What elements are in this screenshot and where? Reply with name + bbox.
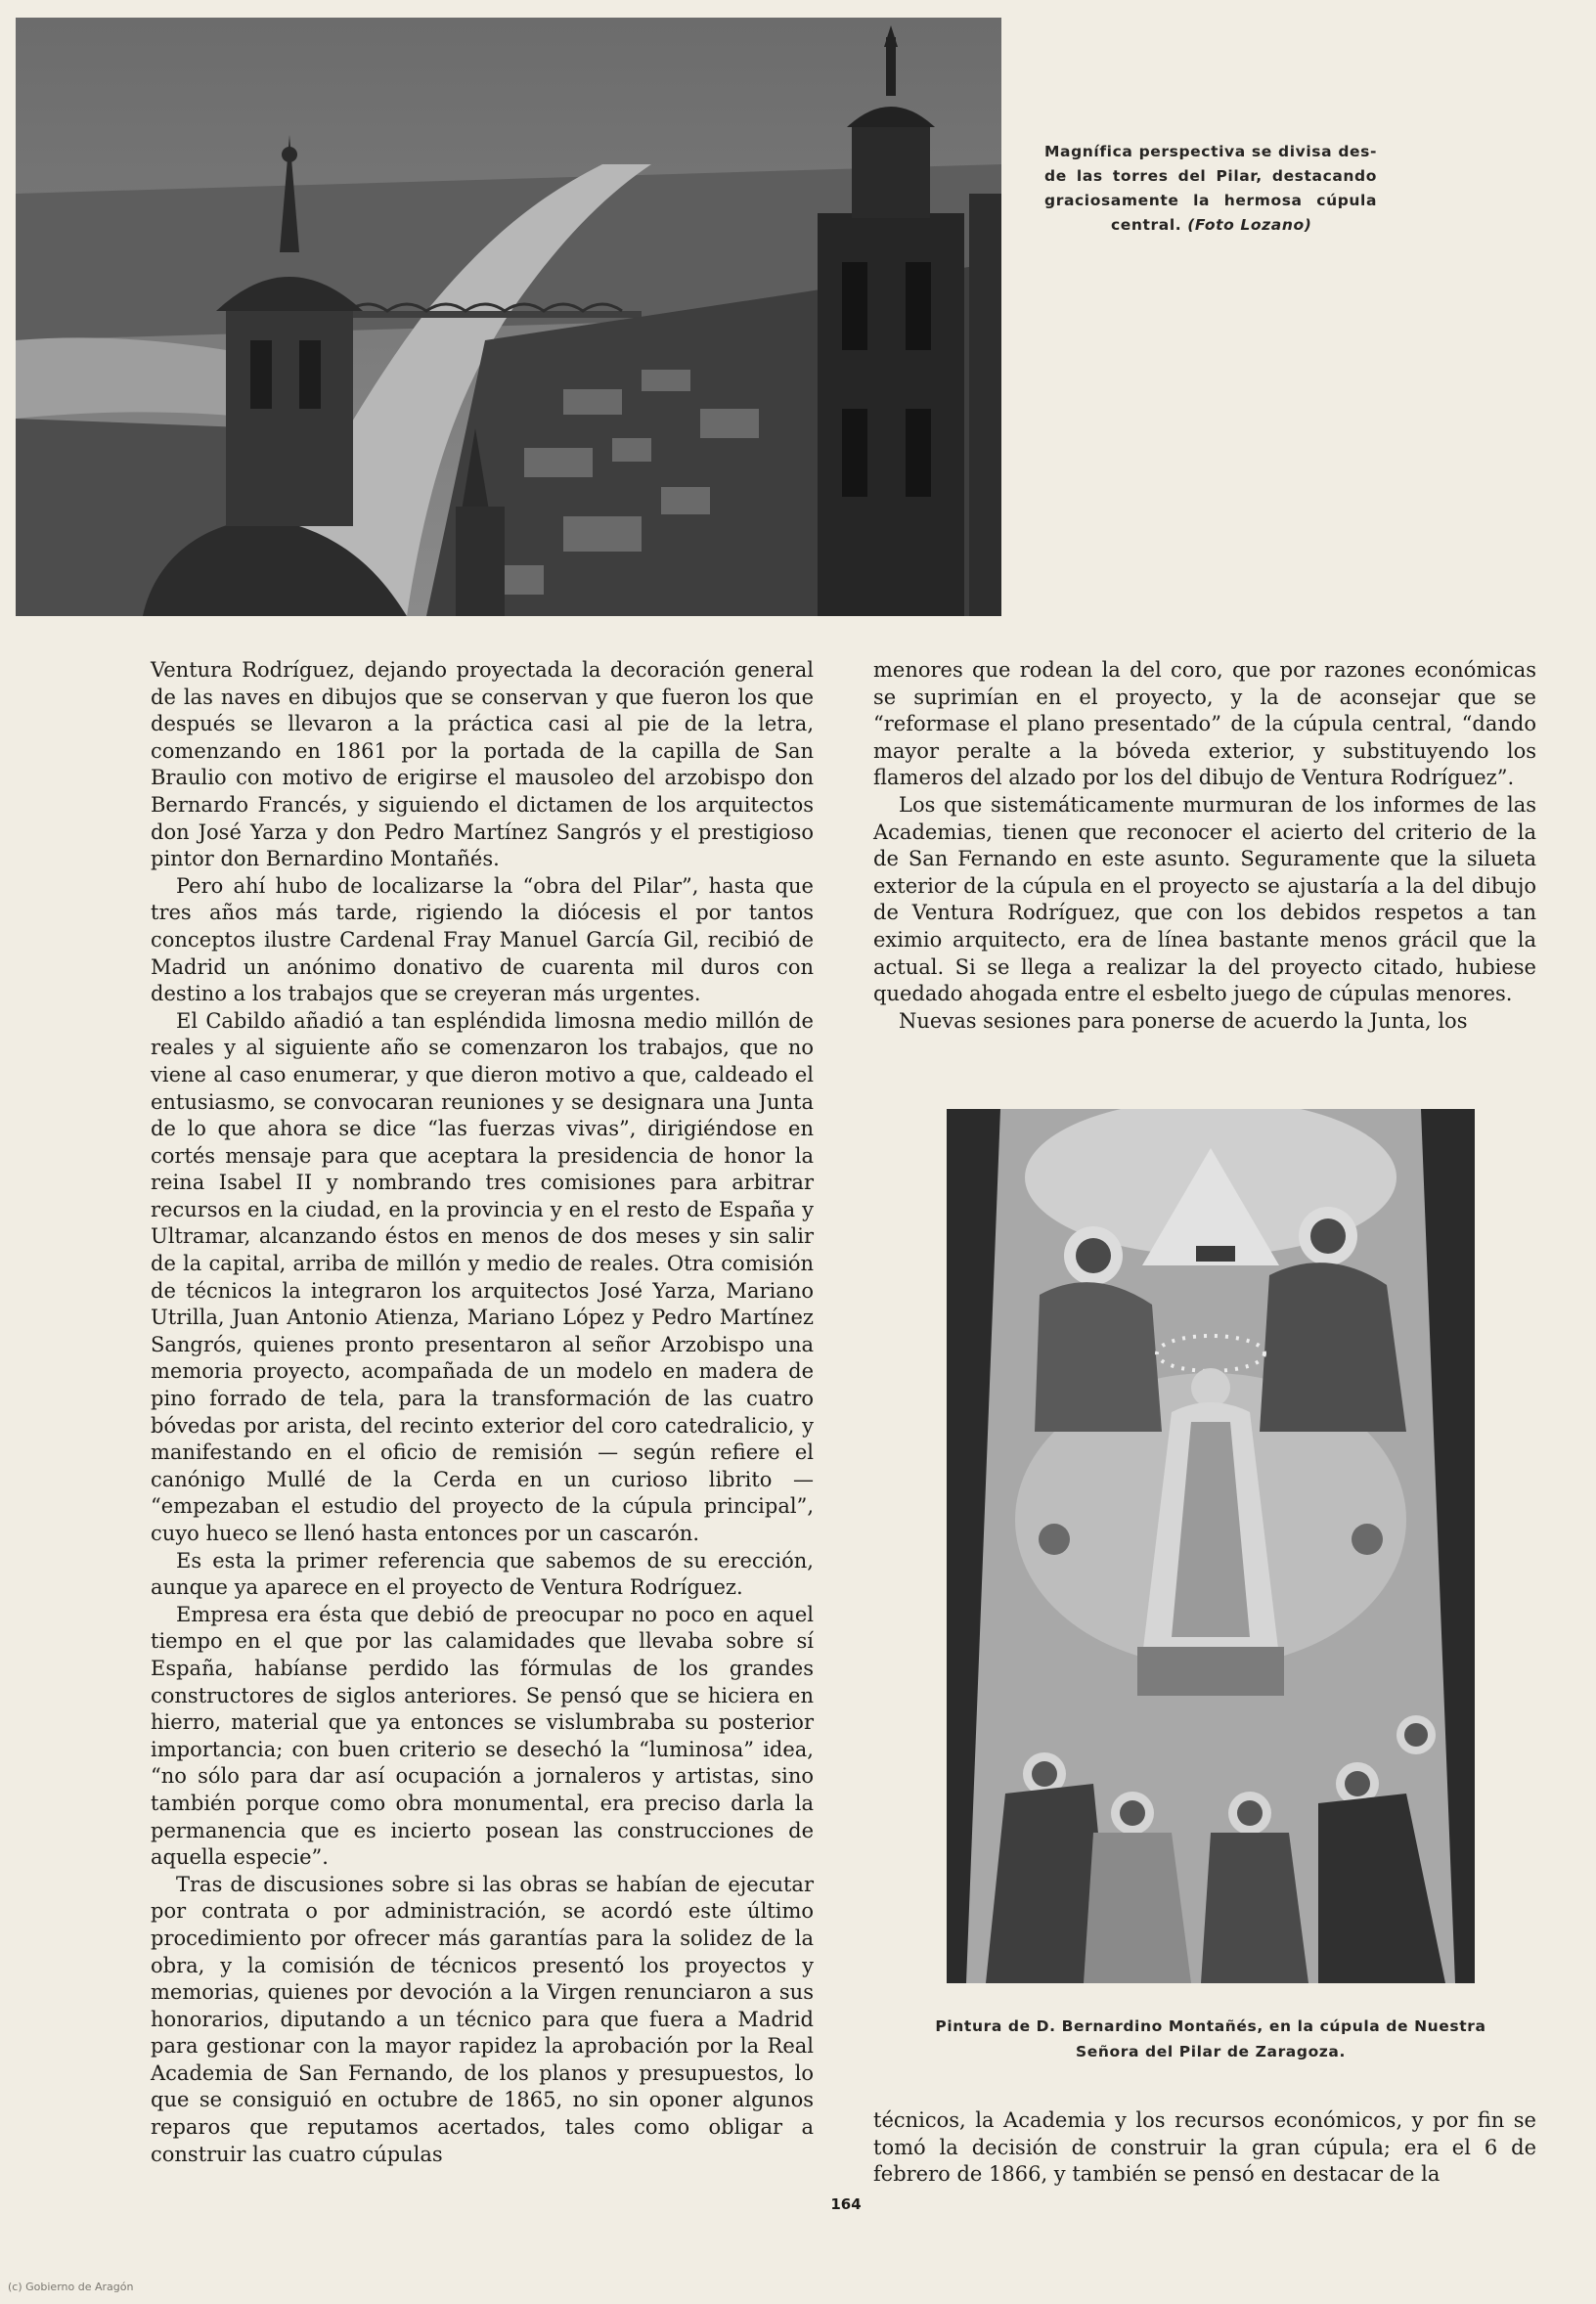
paragraph: Los que sistemáticamente murmuran de los informes de las Academias, tienen que reconocer el acierto del criterio de la de San Fernando en este asunto. Seguramente que la silueta exterior de la cúpula en el proyecto se ajustaría a la del dibujo de Ventura Rodríguez, que con los debidos respetos a tan eximio arquitecto, era de línea bastante menos grácil que la actual. Si se llega a realizar la del proyecto citado, hubiese quedado ahogada entre el esbelto juego de cúpulas menores. (873, 792, 1536, 1006)
paragraph: menores que rodean la del coro, que por razones económicas se suprimían en el proyecto, y la de aconsejar que se “reformase el plano presentado” de la cúpula central, “dando mayor peralte a la bóveda exterior, y substituyendo los flameros del alzado por los del dibujo de Ventura Rodríguez”. (873, 658, 1536, 790)
right-text-column-top (873, 657, 1536, 1035)
paragraph: Empresa era ésta que debió de preocupar no poco en aquel tiempo en el que por las calamidades que llevaba sobre sí España, habíanse perdido las fórmulas de los grandes constructores de siglos anteriores. Se pensó que se hiciera en hierro, material que ya entonces se vislumbraba su posterior importancia; con buen criterio se desechó la “luminosa” idea, “no sólo para dar así ocupación a jornaleros y artistas, sino también porque como obra monumental, era preciso darla la permanencia que es incierto posean las construcciones de aquella especie”. (151, 1602, 814, 1870)
right-text-column-bottom (873, 2107, 1536, 2189)
paragraph: Es esta la primer referencia que sabemos de su erección, aunque ya aparece en el proyecto de Ventura Rodríguez. (151, 1548, 814, 1600)
city-river-photo-illustration (16, 18, 1001, 616)
fresco-caption (917, 2014, 1504, 2064)
caption-line (1044, 213, 1377, 238)
top-photo-caption (1044, 140, 1377, 238)
photo-fresco-montanes (947, 1109, 1475, 1983)
caption-last-word: central. (1111, 216, 1182, 234)
caption-line: Señora del Pilar de Zaragoza. (1076, 2043, 1346, 2060)
paragraph: Nuevas sesiones para ponerse de acuerdo la Junta, los (899, 1008, 1468, 1033)
copyright-notice: (c) Gobierno de Aragón (8, 2281, 134, 2293)
paragraph: Ventura Rodríguez, dejando proyectada la decoración general de las naves en dibujos que se conservan y que fueron los que después se llevaron a la práctica casi al pie de la letra, comenzando en 1861 por la portada de la capilla de San Braulio con motivo de erigirse el mausoleo del arzobispo don Bernardo Francés, y siguiendo el dictamen de los arquitectos don José Yarza y don Pedro Martínez Sangrós y el prestigioso pintor don Bernardino Montañés. (151, 658, 814, 871)
photo-pilar-towers-view (16, 18, 1001, 616)
left-text-column (151, 657, 814, 2168)
page-number: 164 (830, 2195, 862, 2213)
caption-line: graciosamente la hermosa cúpula (1044, 192, 1377, 209)
paragraph: El Cabildo añadió a tan espléndida limosna medio millón de reales y al siguiente año se comenzaron los trabajos, que no viene al caso enumerar, y que dieron motivo a que, caldeado el entusiasmo, se convocaran reuniones y se designara una Junta de lo que ahora se dice “las fuerzas vivas”, dirigiéndose en cortés mensaje para que aceptara la presidencia de honor la reina Isabel II y nombrando tres comisiones para arbitrar recursos en la ciudad, en la provincia y en el resto de España y Ultramar, alcanzando éstos en menos de dos meses y sin salir de la capital, arriba de millón y medio de reales. Otra comisión de técnicos la integraron los arquitectos José Yarza, Mariano Utrilla, Juan Antonio Atienza, Mariano López y Pedro Martínez Sangrós, quienes pronto presentaron al señor Arzobispo una memoria proyecto, acompañada de un modelo en madera de pino forrado de tela, para la transformación de las cuatro bóvedas por arista, del recinto exterior del coro catedralicio, y manifestando en el oficio de remisión — según refiere el canónigo Mullé de la Cerda en un curioso librito — “empezaban el estudio del proyecto de la cúpula principal”, cuyo hueco se llenó hasta entonces por un cascarón. (151, 1008, 814, 1545)
paragraph: técnicos, la Academia y los recursos económicos, y por fin se tomó la decisión de construir la gran cúpula; era el 6 de febrero de 1866, y también se pensó en destacar de la (873, 2108, 1536, 2187)
fresco-coronation-illustration (947, 1109, 1475, 1983)
caption-line: Pintura de D. Bernardino Montañés, en la cúpula de Nuestra (935, 2017, 1486, 2035)
photo-credit: (Foto Lozano) (1187, 216, 1312, 234)
caption-line: Magnífica perspectiva se divisa des- (1044, 143, 1377, 160)
paragraph: Tras de discusiones sobre si las obras se habían de ejecutar por contrata o por administración, se acordó este último procedimiento por ofrecer más garantías para la solidez de la obra, y la comisión de técnicos presentó los proyectos y memorias, quienes por devoción a la Virgen renunciaron a sus honorarios, diputando a un técnico para que fuera a Madrid para gestionar con la mayor rapidez la aprobación por la Real Academia de San Fernando, de los planos y presupuestos, lo que se consiguió en octubre de 1865, no sin oponer algunos reparos que reputamos acertados, tales como obligar a construir las cuatro cúpulas (151, 1872, 814, 2166)
caption-line: de las torres del Pilar, destacando (1044, 167, 1377, 185)
paragraph: Pero ahí hubo de localizarse la “obra del Pilar”, hasta que tres años más tarde, rigiendo la diócesis el por tantos conceptos ilustre Cardenal Fray Manuel García Gil, recibió de Madrid un anónimo donativo de cuarenta mil duros con destino a los trabajos que se creyeran más urgentes. (151, 873, 814, 1006)
